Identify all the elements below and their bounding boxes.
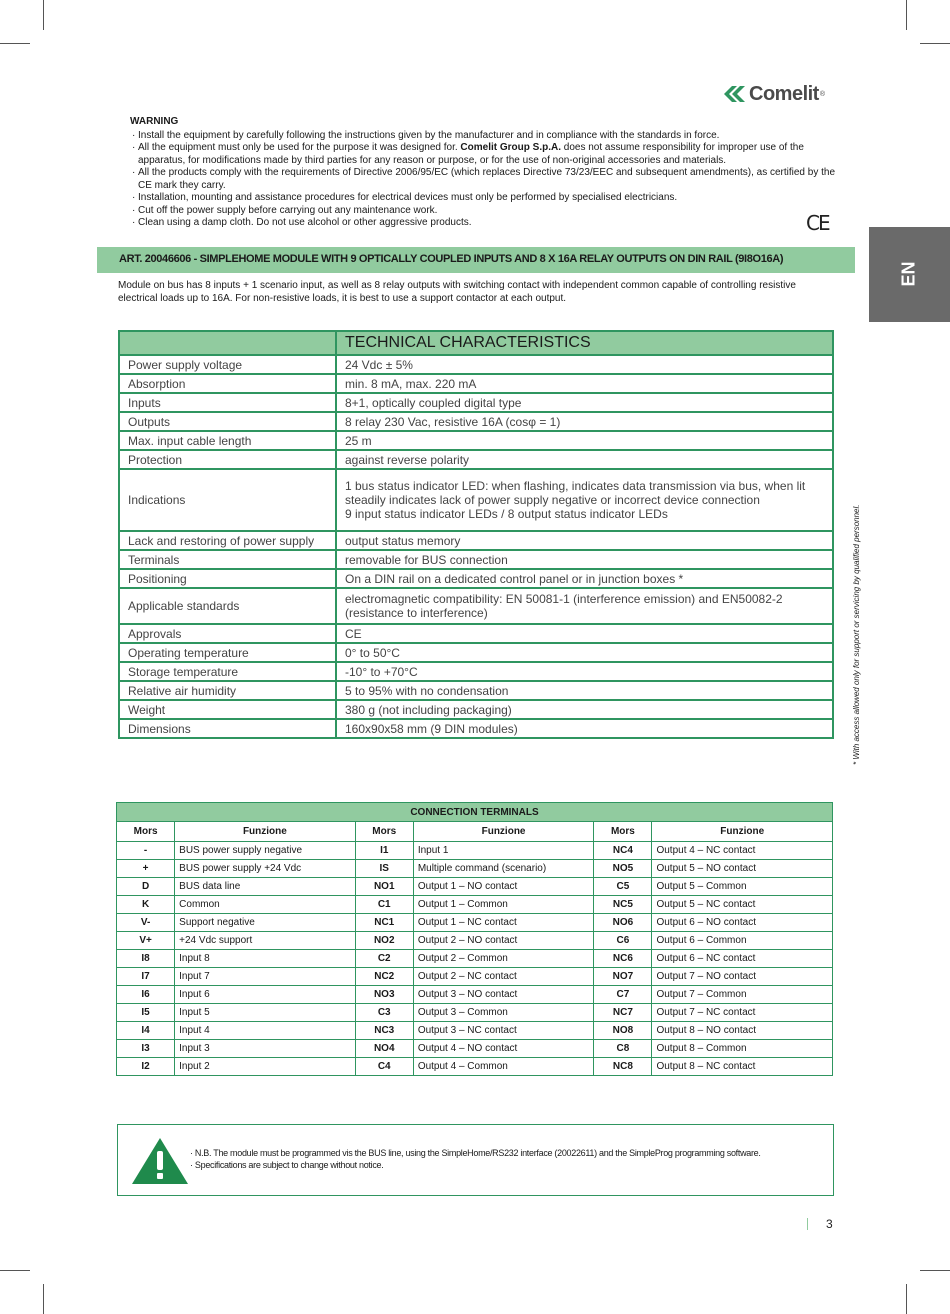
warning-title: WARNING (130, 116, 179, 127)
terminal-function: Output 6 – Common (652, 932, 833, 950)
tech-value: 8 relay 230 Vac, resistive 16A (cosφ = 1) (336, 412, 833, 431)
conn-header-row (117, 822, 833, 842)
notes (190, 1147, 761, 1171)
page-number-divider (807, 1218, 808, 1230)
table-row (119, 393, 833, 412)
terminal-code: NO1 (355, 878, 413, 896)
terminal-function: +24 Vdc support (175, 932, 356, 950)
tech-title: TECHNICAL CHARACTERISTICS (336, 331, 833, 355)
comelit-logo-icon (724, 86, 746, 102)
terminal-code: C4 (355, 1058, 413, 1076)
terminal-function: Output 8 – NO contact (652, 1022, 833, 1040)
language-tab-label: EN (898, 261, 919, 287)
tech-key: Max. input cable length (119, 431, 336, 450)
tech-value: CE (336, 624, 833, 643)
page-number: 3 (826, 1217, 833, 1231)
side-note: * With access allowed only for support or servicing by qualified personnel. (852, 504, 861, 765)
warning-section (130, 116, 838, 230)
terminal-function: Output 5 – NC contact (652, 896, 833, 914)
terminal-code: NC1 (355, 914, 413, 932)
terminal-function: Output 7 – NO contact (652, 968, 833, 986)
table-row (117, 1022, 833, 1040)
table-row (119, 681, 833, 700)
table-row (119, 719, 833, 738)
table-row (117, 878, 833, 896)
terminal-code: I2 (117, 1058, 175, 1076)
indications-line: 1 bus status indicator LED: when flashing, indicates data transmission via bus, when lit steadily indicates lack of power supply negative or incorrect device connection (345, 479, 806, 507)
terminal-function: Output 2 – Common (413, 950, 594, 968)
terminal-code: IS (355, 860, 413, 878)
warning-item: · Cut off the power supply before carrying out any maintenance work. (130, 205, 838, 218)
terminal-function: Output 7 – Common (652, 986, 833, 1004)
terminal-code: C5 (594, 878, 652, 896)
terminal-function: Output 6 – NC contact (652, 950, 833, 968)
terminal-function: Support negative (175, 914, 356, 932)
terminal-code: K (117, 896, 175, 914)
terminal-code: NC6 (594, 950, 652, 968)
tech-value: 25 m (336, 431, 833, 450)
tech-key: Storage temperature (119, 662, 336, 681)
conn-header: Funzione (413, 822, 594, 842)
terminal-function: Input 8 (175, 950, 356, 968)
terminal-code: C1 (355, 896, 413, 914)
terminal-function: Output 1 – NO contact (413, 878, 594, 896)
conn-header: Mors (117, 822, 175, 842)
tech-value: On a DIN rail on a dedicated control panel or in junction boxes * (336, 569, 833, 588)
terminal-function: Output 8 – NC contact (652, 1058, 833, 1076)
terminal-function: BUS data line (175, 878, 356, 896)
table-row (117, 968, 833, 986)
logo-reg-mark: ® (819, 90, 826, 98)
tech-key: Positioning (119, 569, 336, 588)
terminal-function: Input 6 (175, 986, 356, 1004)
conn-title: CONNECTION TERMINALS (117, 803, 833, 822)
terminal-function: Input 7 (175, 968, 356, 986)
terminal-code: I3 (117, 1040, 175, 1058)
article-title-bar (97, 247, 855, 273)
warning-triangle-icon (130, 1136, 190, 1186)
tech-value: 380 g (not including packaging) (336, 700, 833, 719)
terminal-code: + (117, 860, 175, 878)
table-row (119, 355, 833, 374)
indications-line: 9 input status indicator LEDs / 8 output status indicator LEDs (345, 507, 668, 521)
terminal-function: Output 4 – NO contact (413, 1040, 594, 1058)
warning-item-text: does not assume responsibility for improper use of the apparatus, for modifications made by third parties for any reason or purpose, or for the use of non-original accessories and materials. (138, 142, 804, 166)
terminal-code: NC2 (355, 968, 413, 986)
table-row (119, 374, 833, 393)
terminal-code: I4 (117, 1022, 175, 1040)
conn-caption-row (117, 803, 833, 822)
company-name: Comelit Group S.p.A. (460, 142, 561, 153)
table-row (117, 1040, 833, 1058)
terminal-code: I7 (117, 968, 175, 986)
terminal-function: Output 3 – NC contact (413, 1022, 594, 1040)
warning-item: · Clean using a damp cloth. Do not use alcohol or other aggressive products. (130, 217, 838, 230)
tech-value: removable for BUS connection (336, 550, 833, 569)
tech-key: Applicable standards (119, 588, 336, 624)
table-row (119, 450, 833, 469)
terminal-code: - (117, 842, 175, 860)
terminal-function: Output 5 – NO contact (652, 860, 833, 878)
tech-key: Indications (119, 469, 336, 531)
tech-key: Approvals (119, 624, 336, 643)
table-row (117, 1058, 833, 1076)
table-row (117, 914, 833, 932)
note-item: · N.B. The module must be programmed vis the BUS line, using the SimpleHome/RS232 interface (20022611) and the SimpleProg programming software. (190, 1148, 761, 1158)
terminal-code: C2 (355, 950, 413, 968)
warning-item: · Install the equipment by carefully following the instructions given by the manufacturer and in compliance with the standards in force. (130, 130, 838, 143)
tech-header-row (119, 331, 833, 355)
terminal-code: NO7 (594, 968, 652, 986)
tech-header-spacer (119, 331, 336, 355)
terminal-code: C8 (594, 1040, 652, 1058)
terminal-code: C3 (355, 1004, 413, 1022)
warning-item (130, 142, 838, 167)
table-row (119, 550, 833, 569)
table-row (119, 431, 833, 450)
tech-key: Weight (119, 700, 336, 719)
terminal-code: I5 (117, 1004, 175, 1022)
tech-key: Power supply voltage (119, 355, 336, 374)
tech-key: Relative air humidity (119, 681, 336, 700)
terminal-function: Output 3 – Common (413, 1004, 594, 1022)
terminal-code: NO5 (594, 860, 652, 878)
terminal-function: Input 4 (175, 1022, 356, 1040)
table-row (119, 700, 833, 719)
language-tab (869, 227, 950, 322)
tech-value: -10° to +70°C (336, 662, 833, 681)
terminal-function: Multiple command (scenario) (413, 860, 594, 878)
terminal-code: C7 (594, 986, 652, 1004)
table-row (117, 860, 833, 878)
intro-text: Module on bus has 8 inputs + 1 scenario input, as well as 8 relay outputs with switching contact with independent common capable of controlling resistive electrical loads up to 16A. For non-resistive loads, it is best to use a support contactor at each output. (118, 280, 796, 304)
comelit-logo (724, 82, 836, 106)
terminal-function: Common (175, 896, 356, 914)
note-box (117, 1124, 834, 1196)
terminal-code: NC3 (355, 1022, 413, 1040)
tech-value: against reverse polarity (336, 450, 833, 469)
table-row (119, 469, 833, 531)
conn-header: Funzione (175, 822, 356, 842)
terminal-code: NC8 (594, 1058, 652, 1076)
technical-characteristics-table (118, 330, 834, 739)
article-title: ART. 20046606 - SIMPLEHOME MODULE WITH 9 OPTICALLY COUPLED INPUTS AND 8 X 16A RELAY OUTPUTS ON DIN RAIL (9I8O16A) (119, 253, 784, 265)
table-row (117, 842, 833, 860)
conn-header: Mors (355, 822, 413, 842)
table-row (119, 531, 833, 550)
note-item: · Specifications are subject to change without notice. (190, 1160, 384, 1170)
tech-value: min. 8 mA, max. 220 mA (336, 374, 833, 393)
table-row (117, 932, 833, 950)
terminal-function: Output 2 – NC contact (413, 968, 594, 986)
terminal-code: NO3 (355, 986, 413, 1004)
terminal-code: NO8 (594, 1022, 652, 1040)
tech-value: 24 Vdc ± 5% (336, 355, 833, 374)
warning-item-text: All the equipment must only be used for the purpose it was designed for. (138, 142, 458, 153)
terminal-function: Input 5 (175, 1004, 356, 1022)
conn-header: Funzione (652, 822, 833, 842)
terminal-function: Output 4 – Common (413, 1058, 594, 1076)
terminal-function: Output 1 – NC contact (413, 914, 594, 932)
tech-key: Operating temperature (119, 643, 336, 662)
connection-terminals-table (116, 802, 833, 1076)
tech-key: Lack and restoring of power supply (119, 531, 336, 550)
terminal-code: I1 (355, 842, 413, 860)
tech-key: Absorption (119, 374, 336, 393)
logo-text: Comelit (749, 82, 819, 105)
terminal-function: Output 1 – Common (413, 896, 594, 914)
terminal-code: NO6 (594, 914, 652, 932)
table-row (119, 662, 833, 681)
tech-value: 0° to 50°C (336, 643, 833, 662)
terminal-code: I6 (117, 986, 175, 1004)
ce-mark: CE (806, 211, 829, 235)
terminal-code: V+ (117, 932, 175, 950)
terminal-code: I8 (117, 950, 175, 968)
table-row (119, 624, 833, 643)
tech-key: Terminals (119, 550, 336, 569)
terminal-code: NC4 (594, 842, 652, 860)
terminal-function: Output 2 – NO contact (413, 932, 594, 950)
tech-value (336, 469, 833, 531)
terminal-function: BUS power supply negative (175, 842, 356, 860)
tech-value: output status memory (336, 531, 833, 550)
conn-header: Mors (594, 822, 652, 842)
tech-key: Dimensions (119, 719, 336, 738)
terminal-function: Input 1 (413, 842, 594, 860)
terminal-function: Output 4 – NC contact (652, 842, 833, 860)
terminal-code: C6 (594, 932, 652, 950)
table-row (117, 950, 833, 968)
terminal-function: Output 8 – Common (652, 1040, 833, 1058)
warning-item: · Installation, mounting and assistance procedures for electrical devices must only be performed by specialised electricians. (130, 192, 838, 205)
table-row (117, 896, 833, 914)
tech-key: Outputs (119, 412, 336, 431)
table-row (119, 588, 833, 624)
terminal-code: NC7 (594, 1004, 652, 1022)
tech-key: Inputs (119, 393, 336, 412)
terminal-function: Output 5 – Common (652, 878, 833, 896)
tech-value: 8+1, optically coupled digital type (336, 393, 833, 412)
terminal-code: NC5 (594, 896, 652, 914)
terminal-function: BUS power supply +24 Vdc (175, 860, 356, 878)
table-row (119, 643, 833, 662)
note-text: N.B. The module must be programmed vis the BUS line, using the SimpleHome/RS232 interface (20022611) and the SimpleProg programming software. (194, 1148, 761, 1158)
terminal-code: NO4 (355, 1040, 413, 1058)
terminal-code: NO2 (355, 932, 413, 950)
terminal-function: Output 3 – NO contact (413, 986, 594, 1004)
table-row (117, 1004, 833, 1022)
note-text: Specifications are subject to change without notice. (194, 1160, 384, 1170)
table-row (117, 986, 833, 1004)
terminal-function: Output 6 – NO contact (652, 914, 833, 932)
terminal-code: V- (117, 914, 175, 932)
tech-key: Protection (119, 450, 336, 469)
tech-value: 5 to 95% with no condensation (336, 681, 833, 700)
warning-item: · All the products comply with the requirements of Directive 2006/95/EC (which replaces Directive 73/23/EEC and subsequent amendments), as certified by the CE mark they carry. (130, 167, 838, 192)
terminal-code: D (117, 878, 175, 896)
tech-value: electromagnetic compatibility: EN 50081-1 (interference emission) and EN50082-2 (resistance to interference) (336, 588, 833, 624)
terminal-function: Input 2 (175, 1058, 356, 1076)
terminal-function: Input 3 (175, 1040, 356, 1058)
tech-value: 160x90x58 mm (9 DIN modules) (336, 719, 833, 738)
table-row (119, 569, 833, 588)
table-row (119, 412, 833, 431)
terminal-function: Output 7 – NC contact (652, 1004, 833, 1022)
